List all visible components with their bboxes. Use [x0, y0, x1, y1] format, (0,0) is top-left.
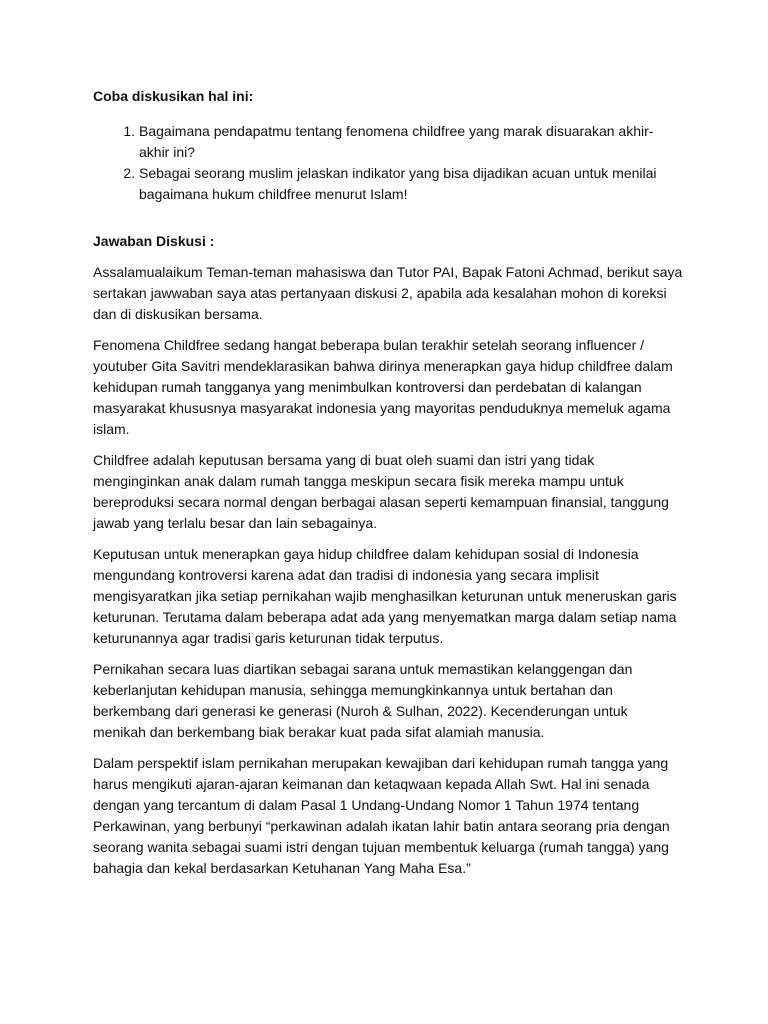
question-item-1: 1. Bagaimana pendapatmu tentang fenomena childfree yang marak disuarakan akhir-akhir ini? [139, 121, 683, 163]
question-list [93, 121, 683, 205]
document-page [93, 86, 683, 889]
paragraph-controversy: Keputusan untuk menerapkan gaya hidup childfree dalam kehidupan sosial di Indonesia mengundang kontroversi karena adat dan tradisi di indonesia yang secara implisit mengisyaratkan jika setiap pernikahan wajib menghasilkan keturunan untuk meneruskan garis keturunan. Terutama dalam beberapa adat ada yang menyematkan marga dalam setiap nama keturunannya agar tradisi garis keturunan tidak terputus. [93, 546, 677, 646]
paragraph-greeting: Assalamualaikum Teman-teman mahasiswa dan Tutor PAI, Bapak Fatoni Achmad, berikut saya sertakan jawwaban saya atas pertanyaan diskusi 2, apabila ada kesalahan mohon di koreksi dan di diskusikan bersama. [93, 264, 683, 322]
question-item-2: 2. Sebagai seorang muslim jelaskan indikator yang bisa dijadikan acuan untuk menilai bagaimana hukum childfree menurut Islam! [139, 163, 683, 205]
paragraph-definition: Childfree adalah keputusan bersama yang di buat oleh suami dan istri yang tidak menginginkan anak dalam rumah tangga meskipun secara fisik mereka mampu untuk bereproduksi secara normal dengan berbagai alasan seperti kemampuan finansial, tanggung jawab yang terlalu besar dan lain sebagainya. [93, 452, 669, 531]
question-heading: Coba diskusikan hal ini: [93, 88, 254, 104]
paragraph-marriage: Pernikahan secara luas diartikan sebagai sarana untuk memastikan kelanggengan dan keberlanjutan kehidupan manusia, sehingga memungkinkannya untuk bertahan dan berkembang dari generasi ke generasi (Nuroh & Sulhan, 2022). Kecenderungan untuk menikah dan berkembang biak berakar kuat pada sifat alamiah manusia. [93, 661, 633, 740]
answer-heading: Jawaban Diskusi : [93, 233, 215, 249]
paragraph-phenomenon: Fenomena Childfree sedang hangat beberapa bulan terakhir setelah seorang influencer / youtuber Gita Savitri mendeklarasikan bahwa dirinya menerapkan gaya hidup childfree dalam kehidupan rumah tangganya yang menimbulkan kontroversi dan perdebatan di kalangan masyarakat khususnya masyarakat indonesia yang mayoritas penduduknya memeluk agama islam. [93, 337, 673, 437]
paragraph-islam-perspective: Dalam perspektif islam pernikahan merupakan kewajiban dari kehidupan rumah tangga yang harus mengikuti ajaran-ajaran keimanan dan ketaqwaan kepada Allah Swt. Hal ini senada dengan yang tercantum di dalam Pasal 1 Undang-Undang Nomor 1 Tahun 1974 tentang Perkawinan, yang berbunyi “perkawinan adalah ikatan lahir batin antara seorang pria dengan seorang wanita sebagai suami istri dengan tujuan membentuk keluarga (rumah tangga) yang bahagia dan kekal berdasarkan Ketuhanan Yang Maha Esa.” [93, 755, 670, 876]
